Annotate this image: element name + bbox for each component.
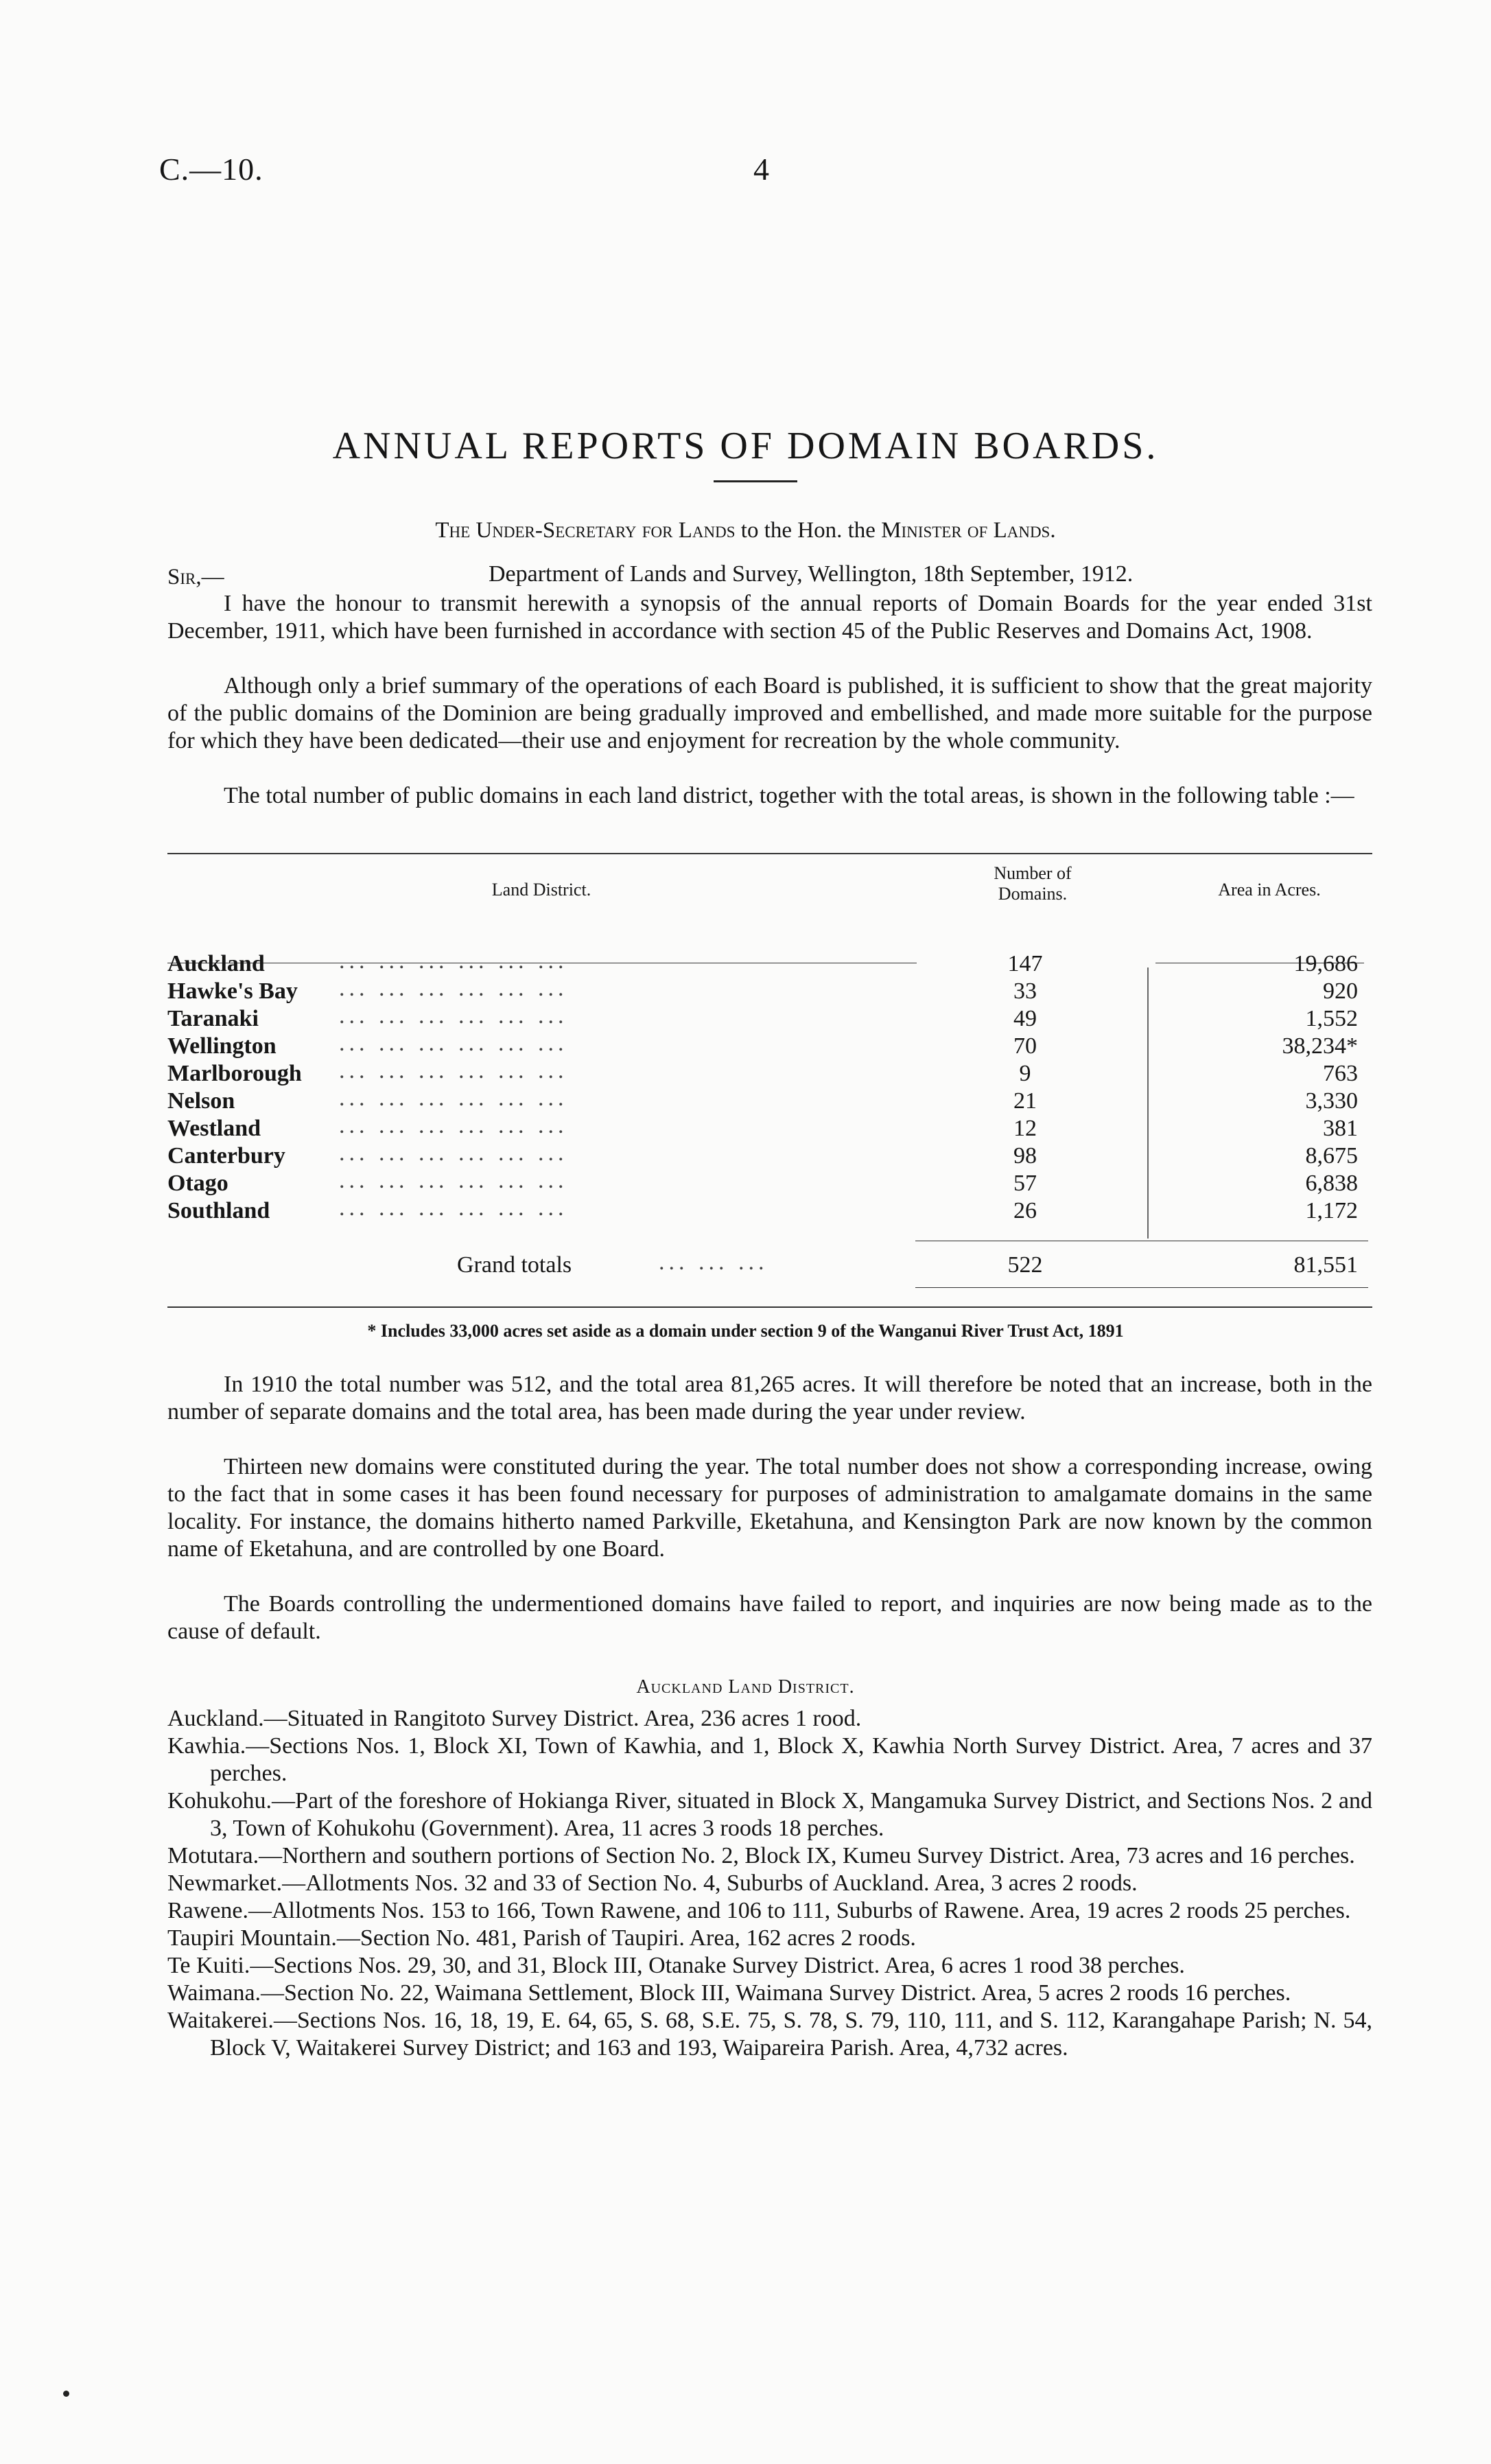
header-land-district: Land District. [491,880,591,900]
domain-entry: Newmarket.—Allotments Nos. 32 and 33 of Section No. 4, Suburbs of Auckland. Area, 3 acres 2 roods. [167,1870,1138,1896]
row-leader-dots: ... ... ... ... ... ... [339,976,568,1001]
margin-dot [63,2391,69,2397]
row-district: Hawke's Bay [167,978,298,1004]
row-area: 3,330 [1305,1088,1358,1114]
grand-total-number: 522 [1007,1252,1043,1278]
header-area-in-acres: Area in Acres. [1218,880,1321,900]
row-area: 381 [1323,1116,1358,1141]
row-district: Nelson [167,1088,235,1114]
row-number: 21 [1013,1088,1037,1114]
row-district: Otago [167,1171,228,1196]
row-leader-dots: ... ... ... ... ... ... [339,948,568,974]
row-number: 147 [1007,951,1043,976]
address-end: . [1050,518,1056,543]
row-area: 763 [1323,1061,1358,1086]
total-rule-bottom [915,1287,1368,1288]
row-district: Wellington [167,1033,277,1059]
row-area: 8,675 [1305,1143,1358,1169]
row-leader-dots: ... ... ... ... ... ... [339,1031,568,1056]
title-rule [714,480,797,482]
row-area: 920 [1323,978,1358,1004]
address-from: The Under-Secretary for Lands [435,518,736,543]
row-leader-dots: ... ... ... ... ... ... [339,1086,568,1111]
address-middle: to the Hon. the [735,518,882,543]
row-area: 1,172 [1305,1198,1358,1223]
row-area: 6,838 [1305,1171,1358,1196]
row-leader-dots: ... ... ... ... ... ... [339,1140,568,1166]
row-area: 19,686 [1293,951,1358,976]
table-row [167,1003,1372,1033]
grand-total-leader-dots: ... ... ... [659,1249,768,1275]
table-row [167,1195,1372,1225]
row-district: Auckland [167,951,265,976]
table-row [167,1140,1372,1171]
domain-entry: Kawhia.—Sections Nos. 1, Block XI, Town of Kawhia, and 1, Block X, Kawhia North Survey District. Area, 7 acres and 37 perches. [167,1733,1372,1786]
table-bottom-rule [167,1306,1372,1308]
paragraph-4: In 1910 the total number was 512, and the total area 81,265 acres. It will therefore be noted that an increase, both in the number of separate domains and the total area, has been made during the year under review. [167,1372,1372,1424]
grand-total-area: 81,551 [1293,1252,1358,1278]
paragraph-2: Although only a brief summary of the operations of each Board is published, it is sufficient to show that the great majority of the public domains of the Dominion are being gradually improved and embellished, and made more suitable for the purpose for which they have been dedicated—their use and enjoyment for recreation by the whole community. [167,673,1372,753]
row-district: Southland [167,1198,270,1223]
table-row [167,1168,1372,1198]
table-row [167,1058,1372,1088]
table-footnote: * Includes 33,000 acres set aside as a domain under section 9 of the Wanganui River Trust Act, 1891 [367,1321,1124,1341]
dateline: Department of Lands and Survey, Wellington, 18th September, 1912. [489,561,1134,587]
section-heading: Auckland Land District. [636,1676,855,1698]
row-district: Marlborough [167,1061,302,1086]
row-number: 57 [1013,1171,1037,1196]
domain-entry: Auckland.—Situated in Rangitoto Survey District. Area, 236 acres 1 rood. [167,1706,862,1731]
row-leader-dots: ... ... ... ... ... ... [339,1195,568,1221]
domain-entry: Waimana.—Section No. 22, Waimana Settlement, Block III, Waimana Survey District. Area, 5 acres 2 roods 16 perches. [167,1980,1291,2006]
table-row [167,1033,1372,1061]
row-leader-dots: ... ... ... ... ... ... [339,1168,568,1193]
domain-entry: Taupiri Mountain.—Section No. 481, Parish of Taupiri. Area, 162 acres 2 roods. [167,1925,916,1951]
row-number: 49 [1013,1006,1037,1031]
domain-entry: Waitakerei.—Sections Nos. 16, 18, 19, E. 64, 65, S. 68, S.E. 75, S. 78, S. 79, 110, 111, and S. 112, Karangahape Parish; N. 54, Block V, Waitakerei Survey District; and 163 and 193, Waipareira Parish. Area, 4,732 acres. [167,2008,1372,2061]
paragraph-6: The Boards controlling the undermentioned domains have failed to report, and inquiries are now being made as to the cause of default. [167,1591,1372,1644]
row-number: 12 [1013,1116,1037,1141]
page-reference: C.—10. [159,152,263,187]
row-number: 70 [1013,1033,1037,1059]
row-leader-dots: ... ... ... ... ... ... [339,1113,568,1138]
table-top-rule [167,853,1372,854]
address-to: Minister of Lands [881,518,1050,543]
domain-entry: Te Kuiti.—Sections Nos. 29, 30, and 31, Block III, Otanake Survey District. Area, 6 acres 1 rood 38 perches. [167,1953,1185,1978]
row-number: 33 [1013,978,1037,1004]
paragraph-1: I have the honour to transmit herewith a synopsis of the annual reports of Domain Boards for the year ended 31st December, 1911, which have been furnished in accordance with section 45 of the Public Reserves and Domains Act, 1908. [167,591,1372,644]
row-number: 26 [1013,1198,1037,1223]
row-district: Taranaki [167,1006,259,1031]
domain-entry: Motutara.—Northern and southern portions of Section No. 2, Block IX, Kumeu Survey District. Area, 73 acres and 16 perches. [167,1843,1355,1868]
table-row [167,1088,1372,1116]
row-district: Westland [167,1116,261,1141]
page-number: 4 [753,152,769,187]
header-number-of-domains: Number of Domains. [994,863,1072,904]
row-number: 98 [1013,1143,1037,1169]
page-title: ANNUAL REPORTS OF DOMAIN BOARDS. [332,424,1159,467]
paragraph-3: The total number of public domains in each land district, together with the total areas, is shown in the following table :— [224,783,1354,808]
row-area: 1,552 [1305,1006,1358,1031]
letter-address [0,518,1491,543]
domain-entry: Rawene.—Allotments Nos. 153 to 166, Town Rawene, and 106 to 111, Suburbs of Rawene. Area, 19 acres 2 roods 25 perches. [167,1898,1351,1923]
row-number: 9 [1019,1061,1031,1086]
domain-entry: Kohukohu.—Part of the foreshore of Hokianga River, situated in Block X, Mangamuka Survey District, and Sections Nos. 2 and 3, Town of Kohukohu (Government). Area, 11 acres 3 roods 18 perches. [167,1788,1372,1841]
domain-entries [167,1705,1372,2062]
row-leader-dots: ... ... ... ... ... ... [339,1058,568,1083]
row-leader-dots: ... ... ... ... ... ... [339,1003,568,1029]
table-row [167,1113,1372,1143]
grand-total-label: Grand totals [457,1252,572,1278]
paragraph-5: Thirteen new domains were constituted during the year. The total number does not show a corresponding increase, owing to the fact that in some cases it has been found necessary for purposes of administration to amalgamate domains in the same locality. For instance, the domains hitherto named Parkville, Eketahuna, and Kensington Park are now known by the common name of Eketahuna, and are controlled by one Board. [167,1454,1372,1562]
table-row [167,948,1372,978]
row-area: 38,234* [1282,1033,1358,1059]
row-district: Canterbury [167,1143,285,1169]
salutation: Sir,— [167,565,224,589]
table-row [167,978,1372,1006]
